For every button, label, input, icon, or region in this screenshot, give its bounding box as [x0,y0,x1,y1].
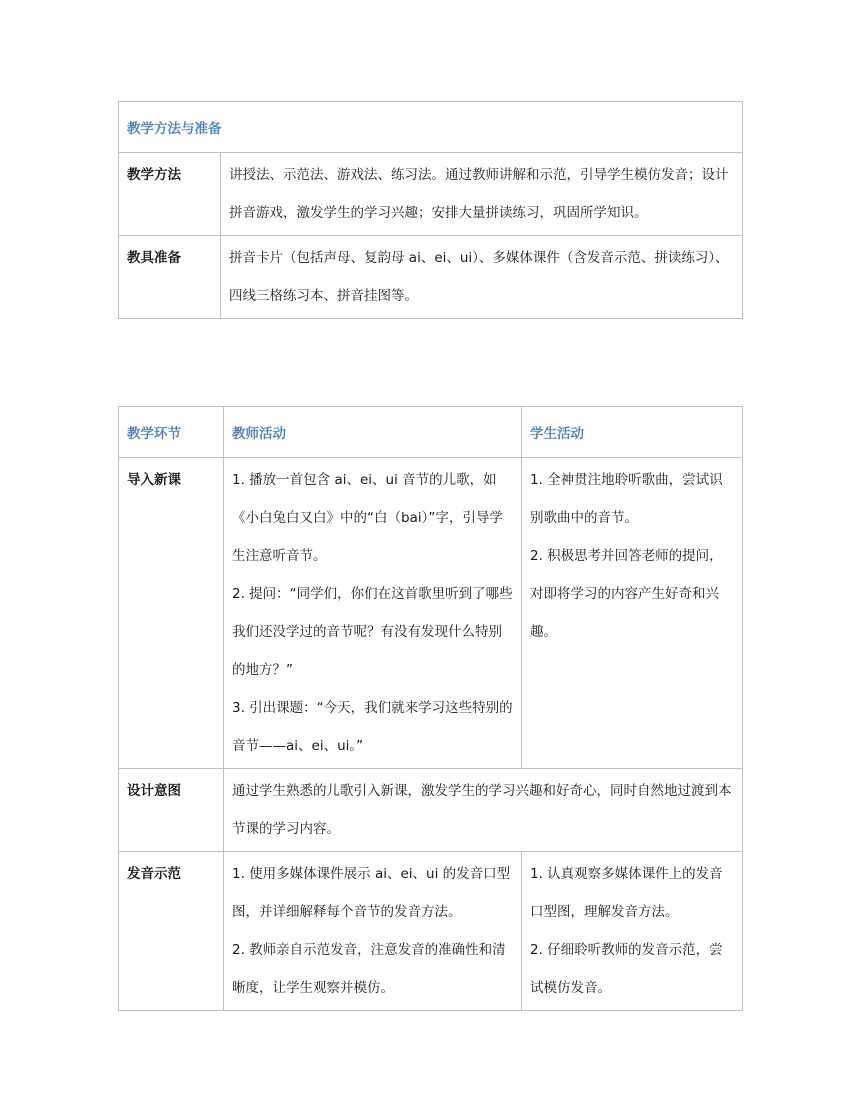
demo-label: 发音示范 [119,852,224,1011]
design-content: 通过学生熟悉的儿歌引入新课，激发学生的学习兴趣和好奇心，同时自然地过渡到本节课的学习内容。 [224,769,743,852]
intro-teacher-item: 2. 提问：“同学们，你们在这首歌里听到了哪些我们还没学过的音节呢？有没有发现什么特别的地方？” [232,586,513,678]
tools-content: 拼音卡片（包括声母、复韵母 ai、ei、ui）、多媒体课件（含发音示范、拼读练习）、四线三格练习本、拼音挂图等。 [221,236,743,319]
intro-teacher-item: 1. 播放一首包含 ai、ei、ui 音节的儿歌，如《小白兔白又白》中的“白（bai）”字，引导学生注意听音节。 [232,472,503,564]
design-label: 设计意图 [119,769,224,852]
demo-student-cell [522,852,743,1011]
tools-label: 教具准备 [119,236,221,319]
intro-teacher-cell [224,458,522,769]
intro-student-item: 2. 积极思考并回答老师的提问，对即将学习的内容产生好奇和兴趣。 [530,548,723,640]
stage-header: 教学环节 [119,407,224,458]
demo-teacher-item: 2. 教师亲自示范发音，注意发音的准确性和清晰度，让学生观察并模仿。 [232,942,506,996]
demo-teacher-cell [224,852,522,1011]
methods-header: 教学方法与准备 [119,102,743,153]
intro-teacher-item: 3. 引出课题：“今天，我们就来学习这些特别的音节——ai、ei、ui。” [232,700,513,754]
student-header: 学生活动 [522,407,743,458]
intro-student-cell [522,458,743,769]
intro-student-item: 1. 全神贯注地聆听歌曲，尝试识别歌曲中的音节。 [530,472,723,526]
demo-student-item: 1. 认真观察多媒体课件上的发音口型图，理解发音方法。 [530,866,723,920]
methods-label: 教学方法 [119,153,221,236]
teaching-process-table [118,406,743,1011]
demo-student-item: 2. 仔细聆听教师的发音示范，尝试模仿发音。 [530,942,723,996]
methods-content: 讲授法、示范法、游戏法、练习法。通过教师讲解和示范，引导学生模仿发音；设计拼音游戏，激发学生的学习兴趣；安排大量拼读练习，巩固所学知识。 [221,153,743,236]
teaching-methods-table [118,101,743,319]
demo-teacher-item: 1. 使用多媒体课件展示 ai、ei、ui 的发音口型图，并详细解释每个音节的发音方法。 [232,866,511,920]
teacher-header: 教师活动 [224,407,522,458]
intro-label: 导入新课 [119,458,224,769]
